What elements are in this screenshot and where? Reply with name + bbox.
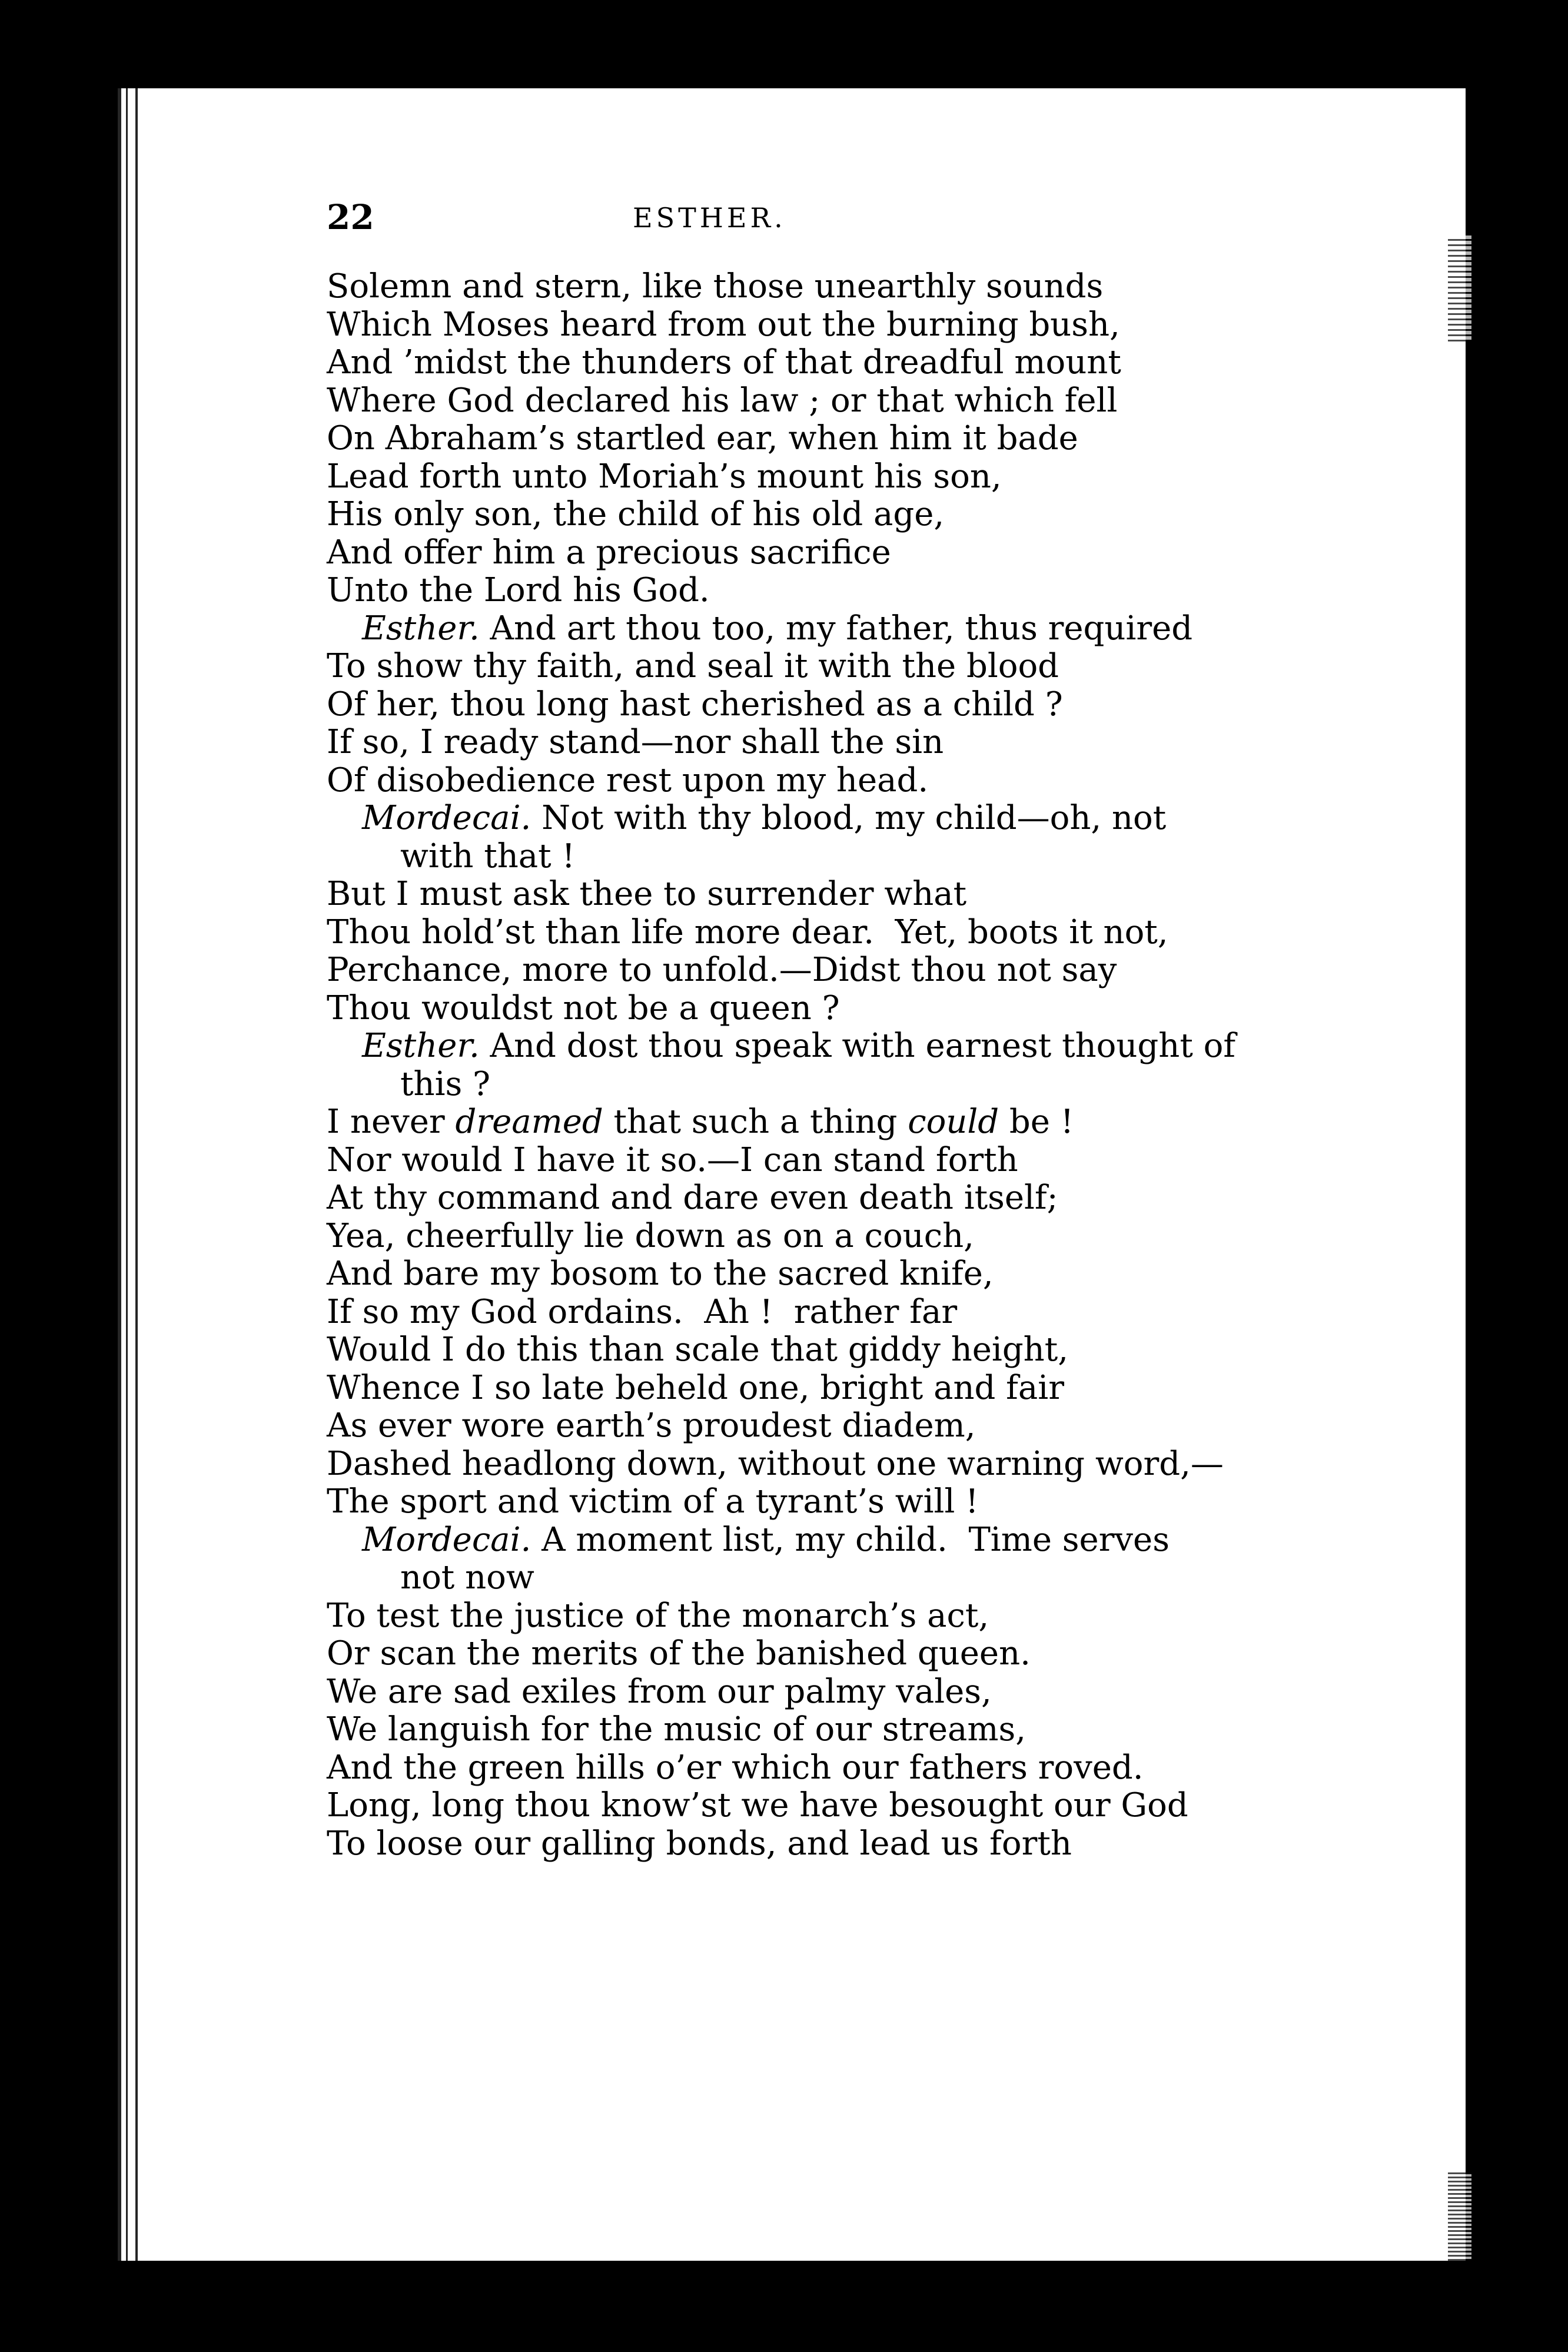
text-line: Of disobedience rest upon my head. [327,761,929,800]
text-line: And the green hills o’er which our fathers roved. [327,1748,1144,1787]
text-line: We languish for the music of our streams, [327,1710,1026,1749]
line-text: And dost thou speak with earnest thought of [479,1027,1236,1065]
text-line: And bare my bosom to the sacred knife, [327,1255,994,1293]
text-line: Where God declared his law ; or that which fell [327,381,1118,420]
text-line: Dashed headlong down, without one warning word,— [327,1444,1224,1483]
text-line: To loose our galling bonds, and lead us forth [327,1824,1072,1863]
text-line [327,610,1386,648]
poem-text [327,268,1386,1863]
text-line [327,1103,1386,1142]
running-head: ESTHER. [633,202,786,234]
text-line: Long, long thou know’st we have besought our God [327,1786,1188,1824]
text-line: The sport and victim of a tyrant’s will ! [327,1482,979,1521]
line-text: Not with thy blood, my child—oh, not [531,799,1167,837]
text-line: And ’midst the thunders of that dreadful mount [327,343,1121,382]
text-line: Thou hold’st than life more dear. Yet, boots it not, [327,913,1168,951]
text-line: not now [400,1558,534,1597]
line-text: that such a thing [603,1103,908,1141]
text-line: To show thy faith, and seal it with the blood [327,647,1059,685]
text-line: If so, I ready stand—nor shall the sin [327,723,944,761]
speaker-name: Esther. [362,1027,480,1065]
text-line [327,1027,1386,1066]
text-line: Solemn and stern, like those unearthly sounds [327,267,1104,306]
emphasis-text: dreamed [455,1103,603,1141]
line-text: be ! [999,1103,1074,1141]
text-line: Lead forth unto Moriah’s mount his son, [327,457,1002,496]
text-line [327,1521,1386,1560]
text-line: His only son, the child of his old age, [327,495,945,533]
line-text: And art thou too, my father, thus required [479,609,1193,648]
text-line: If so my God ordains. Ah ! rather far [327,1292,958,1331]
text-line: At thy command and dare even death itself; [327,1179,1058,1217]
speaker-name: Mordecai. [362,799,531,837]
line-text: I never [327,1103,456,1141]
text-line: On Abraham’s startled ear, when him it bade [327,419,1078,457]
page-edges [118,88,206,2261]
text-line: Thou wouldst not be a queen ? [327,988,840,1027]
text-line [327,800,1386,838]
text-line: Whence I so late beheld one, bright and fair [327,1368,1064,1407]
text-line: As ever wore earth’s proudest diadem, [327,1406,976,1445]
gutter-shadow [1448,235,1471,341]
text-line: Or scan the merits of the banished queen. [327,1634,1031,1673]
page-number: 22 [327,197,374,237]
text-line: We are sad exiles from our palmy vales, [327,1672,992,1711]
text-line: Which Moses heard from out the burning bush, [327,305,1120,344]
line-text: A moment list, my child. Time serves [531,1520,1170,1559]
text-line: To test the justice of the monarch’s act, [327,1596,989,1635]
text-line: And offer him a precious sacrifice [327,533,891,572]
speaker-name: Mordecai. [362,1520,531,1559]
speaker-name: Esther. [362,609,480,648]
text-line: with that ! [400,837,575,875]
text-line: Nor would I have it so.—I can stand forth [327,1140,1018,1179]
gutter-shadow-bottom [1448,2172,1471,2261]
text-line: But I must ask thee to surrender what [327,875,967,913]
text-line: Yea, cheerfully lie down as on a couch, [327,1216,974,1255]
emphasis-text: could [908,1103,999,1141]
text-line: this ? [400,1064,491,1103]
text-line: Perchance, more to unfold.—Didst thou not say [327,951,1117,989]
text-line: Would I do this than scale that giddy height, [327,1331,1069,1369]
text-line: Of her, thou long hast cherished as a child ? [327,685,1063,724]
text-line: Unto the Lord his God. [327,571,710,609]
page-header [327,197,1004,250]
